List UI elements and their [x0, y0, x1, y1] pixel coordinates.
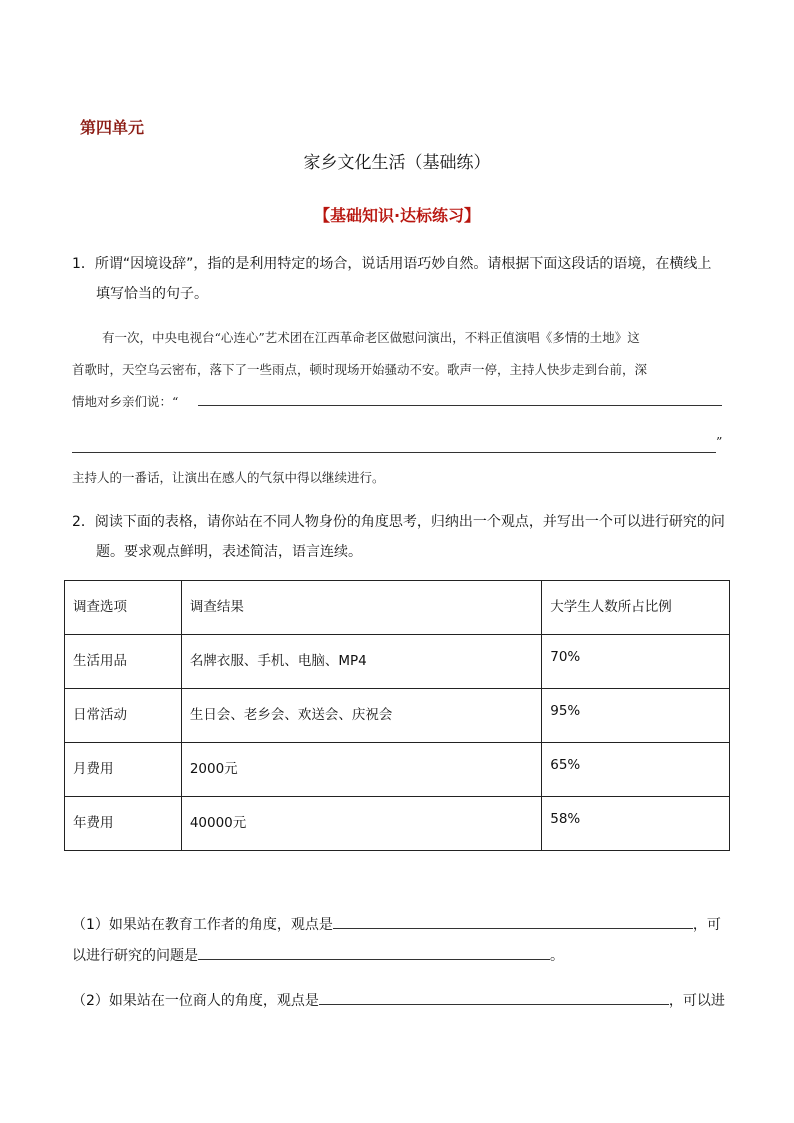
sub1-line2-suffix: 。	[550, 948, 564, 964]
table-cell: 年费用	[65, 797, 182, 851]
q2-line2: 题。要求观点鲜明，表述简洁，语言连续。	[96, 544, 362, 560]
table-cell: 70%	[542, 635, 730, 689]
table-cell: 2000元	[181, 743, 541, 797]
header-cell: 调查选项	[65, 581, 182, 635]
sub1-line1	[72, 912, 721, 934]
passage-line-3: 情地对乡亲们说：“	[72, 394, 179, 409]
header-cell: 大学生人数所占比例	[542, 581, 730, 635]
sub1-prefix: （1）如果站在教育工作者的角度，观点是	[72, 917, 333, 933]
sub1-blank-1[interactable]	[333, 912, 693, 929]
table-cell: 名牌衣服、手机、电脑、MP4	[181, 635, 541, 689]
passage-line-2: 首歌时，天空乌云密布，落下了一些雨点，顿时现场开始骚动不安。歌声一停，主持人快步走到台前，深	[72, 362, 648, 377]
table-cell: 40000元	[181, 797, 541, 851]
q2-line1	[72, 507, 725, 537]
sub2-line1	[72, 988, 725, 1010]
q1-line2: 填写恰当的句子。	[96, 286, 208, 302]
sub2-blank-1[interactable]	[319, 988, 669, 1005]
table-row	[65, 797, 730, 851]
table-cell: 95%	[542, 689, 730, 743]
table-cell: 日常活动	[65, 689, 182, 743]
sub2-prefix: （2）如果站在一位商人的角度，观点是	[72, 993, 319, 1009]
answer-line-1[interactable]	[198, 405, 722, 406]
passage-line-1: 有一次，中央电视台“心连心”艺术团在江西革命老区做慰问演出，不料正值演唱《多情的土地》这	[102, 330, 640, 345]
q2-text-1: 阅读下面的表格，请你站在不同人物身份的角度思考，归纳出一个观点，并写出一个可以进行研究的问	[94, 514, 725, 530]
section-heading: 【基础知识·达标练习】	[313, 206, 481, 225]
table-cell: 65%	[542, 743, 730, 797]
table-cell: 58%	[542, 797, 730, 851]
sub1-line2-prefix: 以进行研究的问题是	[72, 948, 198, 964]
sub1-blank-2[interactable]	[198, 943, 550, 960]
passage-end: 主持人的一番话，让演出在感人的气氛中得以继续进行。	[72, 470, 385, 485]
table-row	[65, 743, 730, 797]
table-cell: 生活用品	[65, 635, 182, 689]
table-cell: 生日会、老乡会、欢送会、庆祝会	[181, 689, 541, 743]
q1-line1	[72, 249, 711, 279]
q1-text-1: 所谓“因境设辞”，指的是利用特定的场合，说话用语巧妙自然。请根据下面这段话的语境，在横线上	[94, 256, 712, 272]
table-header-row	[65, 581, 730, 635]
unit-label: 第四单元	[80, 118, 145, 137]
doc-title: 家乡文化生活（基础练）	[303, 153, 491, 173]
table-row	[65, 635, 730, 689]
q2-number: 2．	[72, 514, 95, 530]
q1-number: 1．	[72, 256, 95, 272]
answer-line-2[interactable]	[72, 452, 716, 453]
table-cell: 月费用	[65, 743, 182, 797]
table-row	[65, 689, 730, 743]
sub1-line2	[72, 943, 564, 965]
close-quote: ”	[716, 434, 723, 449]
sub1-suffix: ，可	[692, 917, 721, 933]
header-cell: 调查结果	[181, 581, 541, 635]
survey-table	[64, 580, 730, 851]
sub2-suffix: ，可以进	[668, 993, 725, 1009]
